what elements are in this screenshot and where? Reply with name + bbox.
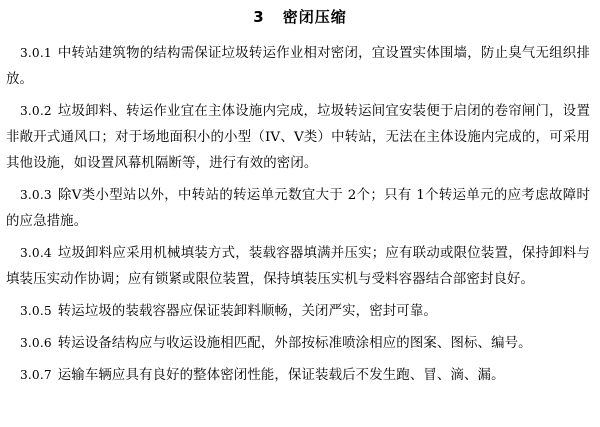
clause-text: 垃圾卸料、转运作业宜在主体设施内完成，垃圾转运间宜安装便于启闭的卷帘闸门，设置非敞开式通风口；对于场地面积小的小型（IV、V类）中转站，无法在主体设施内完成的，可采用其他设施，如设置风幕机隔断等，进行有效的密闭。 — [6, 104, 590, 171]
clause-number: 3.0.4 — [20, 246, 52, 260]
clause-number: 3.0.1 — [20, 46, 52, 60]
clause-text: 除V类小型站以外，中转站的转运单元数宜大于 2个；只有 1个转运单元的应考虑故障时的应急措施。 — [6, 188, 590, 229]
clause-number: 3.0.5 — [20, 304, 52, 318]
section-number: 3 — [253, 8, 265, 26]
clause-text: 运输车辆应具有良好的整体密闭性能，保证装载后不发生跑、冒、滴、漏。 — [57, 368, 505, 383]
section-title: 密闭压缩 — [282, 8, 347, 26]
clause-3-0-2 — [0, 98, 600, 177]
clause-3-0-4 — [0, 240, 600, 293]
clause-number: 3.0.2 — [20, 104, 52, 118]
clause-3-0-1 — [0, 40, 600, 93]
clause-text: 转运垃圾的装载容器应保证装卸料顺畅，关闭严实，密封可靠。 — [57, 304, 437, 319]
clause-3-0-6 — [0, 330, 600, 357]
clause-text: 垃圾卸料应采用机械填装方式，装载容器填满并压实；应有联动或限位装置，保持卸料与填装压实动作协调；应有锁紧或限位装置，保持填装压实机与受料容器结合部密封良好。 — [6, 246, 590, 287]
clause-3-0-5 — [0, 298, 600, 325]
section-heading — [0, 6, 600, 28]
clause-3-0-3 — [0, 182, 600, 235]
clause-number: 3.0.3 — [20, 188, 52, 202]
clause-text: 中转站建筑物的结构需保证垃圾转运作业相对密闭，宜设置实体围墙，防止臭气无组织排放。 — [6, 46, 590, 87]
clause-number: 3.0.7 — [20, 368, 52, 382]
clause-number: 3.0.6 — [20, 336, 52, 350]
clause-text: 转运设备结构应与收运设施相匹配，外部按标准喷涂相应的图案、图标、编号。 — [57, 336, 532, 351]
clause-list — [0, 40, 600, 394]
clause-3-0-7 — [0, 362, 600, 389]
